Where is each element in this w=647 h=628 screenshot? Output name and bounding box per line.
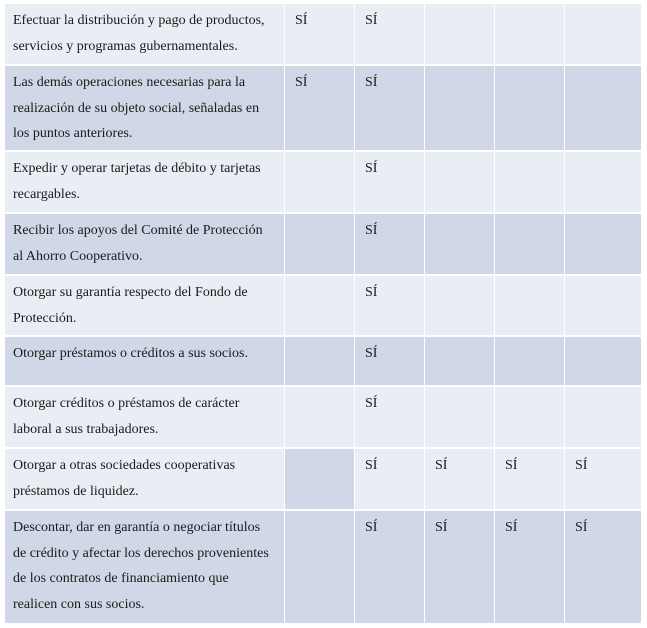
cell-col3 (425, 152, 495, 214)
cell-col5 (565, 387, 641, 449)
cell-col3: SÍ (425, 511, 495, 625)
cell-col4 (495, 4, 565, 66)
cell-col1 (285, 337, 355, 387)
cell-col2: SÍ (355, 66, 425, 152)
cell-col4: SÍ (495, 449, 565, 511)
cell-col1 (285, 511, 355, 625)
cell-col3 (425, 337, 495, 387)
cell-col2: SÍ (355, 387, 425, 449)
cell-col3 (425, 276, 495, 337)
cell-col4 (495, 214, 565, 276)
cell-col3 (425, 214, 495, 276)
cell-col1 (285, 214, 355, 276)
cell-col3 (425, 66, 495, 152)
cell-col5: SÍ (565, 449, 641, 511)
cell-col5 (565, 4, 641, 66)
cell-col4 (495, 66, 565, 152)
cell-col1 (285, 152, 355, 214)
row-label: Otorgar a otras sociedades cooperativas préstamos de liquidez. (5, 449, 285, 511)
cell-col3: SÍ (425, 449, 495, 511)
cell-col4: SÍ (495, 511, 565, 625)
cell-col5 (565, 337, 641, 387)
cell-col1: SÍ (285, 66, 355, 152)
cell-col5 (565, 66, 641, 152)
cell-col2: SÍ (355, 276, 425, 337)
cell-col2: SÍ (355, 4, 425, 66)
cell-col1 (285, 276, 355, 337)
row-label: Expedir y operar tarjetas de débito y tarjetas recargables. (5, 152, 285, 214)
cell-col4 (495, 337, 565, 387)
cell-col4 (495, 387, 565, 449)
row-label: Las demás operaciones necesarias para la realización de su objeto social, señaladas en los puntos anteriores. (5, 66, 285, 152)
cell-col1 (285, 387, 355, 449)
cell-col2: SÍ (355, 337, 425, 387)
row-label: Efectuar la distribución y pago de productos, servicios y programas gubernamentales. (5, 4, 285, 66)
cell-col4 (495, 152, 565, 214)
operations-table (5, 4, 641, 625)
row-label: Otorgar préstamos o créditos a sus socios. (5, 337, 285, 387)
cell-col5 (565, 152, 641, 214)
cell-col3 (425, 4, 495, 66)
cell-col5: SÍ (565, 511, 641, 625)
cell-col2: SÍ (355, 152, 425, 214)
row-label: Descontar, dar en garantía o negociar títulos de crédito y afectar los derechos provenientes de los contratos de financiamiento que realicen con sus socios. (5, 511, 285, 625)
cell-col5 (565, 276, 641, 337)
cell-col3 (425, 387, 495, 449)
cell-col4 (495, 276, 565, 337)
cell-col2: SÍ (355, 214, 425, 276)
row-label: Otorgar créditos o préstamos de carácter laboral a sus trabajadores. (5, 387, 285, 449)
cell-col5 (565, 214, 641, 276)
cell-col1: SÍ (285, 4, 355, 66)
cell-col1 (285, 449, 355, 511)
row-label: Otorgar su garantía respecto del Fondo de Protección. (5, 276, 285, 337)
cell-col2: SÍ (355, 511, 425, 625)
row-label: Recibir los apoyos del Comité de Protección al Ahorro Cooperativo. (5, 214, 285, 276)
cell-col2: SÍ (355, 449, 425, 511)
